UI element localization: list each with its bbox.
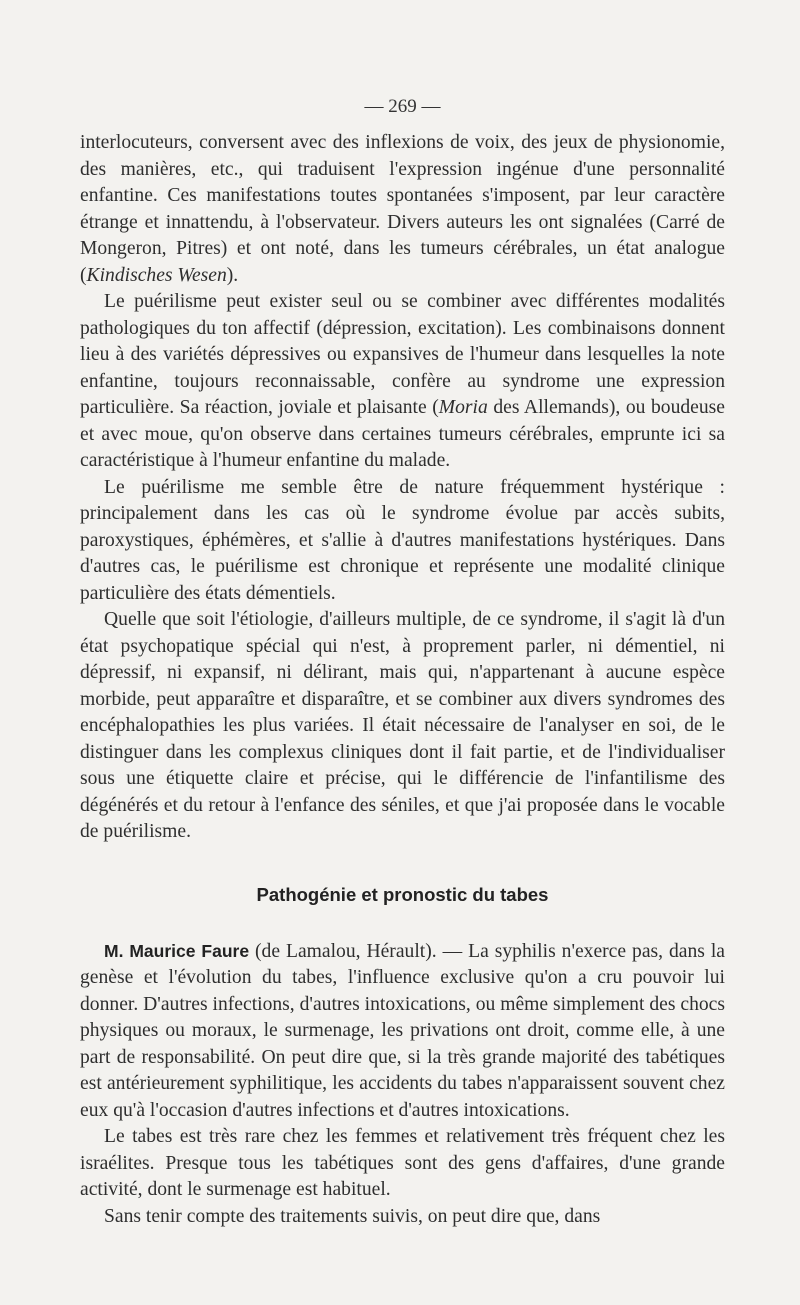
paragraph-5	[80, 938, 725, 1125]
paragraph-1-end: ).	[226, 264, 239, 286]
paragraph-1-italic: Kindisches Wesen	[86, 264, 227, 286]
paragraph-2	[80, 289, 725, 475]
paragraph-7: Sans tenir compte des traitements suivis, on peut dire que, dans	[104, 1205, 601, 1227]
paragraph-6: Le tabes est très rare chez les femmes et relativement très fréquent chez les israélites. Presque tous les tabétiques sont des gens d'affaires, d'une grande activité, dont le surmenage est habituel.	[80, 1126, 725, 1200]
paragraph-3: Le puérilisme me semble être de nature fréquemment hystérique : principalement dans les cas où le syndrome évolue par accès subits, paroxystiques, éphémères, et s'allie à d'autres manifestations hystériques. Dans d'autres cas, le puérilisme est chronique et représente une modalité clinique particulière des états démentiels.	[80, 476, 725, 604]
speaker-name: M. Maurice Faure	[104, 940, 250, 961]
document-page	[80, 96, 725, 1230]
section-title: Pathogénie et pronostic du tabes	[256, 883, 549, 905]
paragraph-2-text-b: des Allemands), ou boudeuse et avec moue, qu'on observe dans certaines tumeurs cérébrales, emprunte ici sa caractéristique à l'humeur enfantine du malade.	[80, 397, 725, 471]
paragraph-1	[80, 130, 725, 289]
paragraph-1-text: interlocuteurs, conversent avec des inflexions de voix, des jeux de physionomie, des manières, etc., qui traduisent l'expression ingénue d'une personnalité enfantine. Ces manifestations toutes spontanées s'imposent, par leur caractère étrange et innattendu, à l'observateur. Divers auteurs les ont signalées (Carré de Mongeron, Pitres) et ont noté, dans les tumeurs cérébrales, un état analogue (	[80, 132, 725, 286]
paragraph-5-text: (de Lamalou, Hérault). — La syphilis n'exerce pas, dans la genèse et l'évolution du tabes, l'influence exclusive qu'on a cru pouvoir lui donner. D'autres infections, d'autres intoxications, ou même simplement des chocs physiques ou moraux, le surmenage, les privations ont droit, comme elle, à une part de responsabilité. On peut dire que, si la très grande majorité des tabétiques est antérieurement syphilitique, les accidents du tabes n'apparaissent souvent chez eux qu'à l'occasion d'autres infections et d'autres intoxications.	[80, 940, 725, 1121]
paragraph-2-text-a: Le puérilisme peut exister seul ou se combiner avec différentes modalités pathologiques du ton affectif (dépression, excitation). Les combinaisons donnent lieu à des variétés dépressives ou expansives de l'humeur dans lesquelles la note enfantine, toujours reconnaissable, confère au syndrome une expression particulière. Sa réaction, joviale et plaisante (	[80, 291, 725, 418]
paragraph-2-italic: Moria	[438, 397, 488, 418]
page-number: — 269 —	[364, 96, 441, 117]
paragraph-4: Quelle que soit l'étiologie, d'ailleurs multiple, de ce syndrome, il s'agit là d'un état psychopatique spécial qui n'est, à proprement parler, ni démentiel, ni dépressif, ni expansif, ni délirant, mais qui, n'appartenant à aucune espèce morbide, peut apparaître et disparaître, et se combiner aux divers syndromes des encéphalopathies les plus variées. Il était nécessaire de l'analyser en soi, de le distinguer dans les complexus cliniques dont il fait partie, et de l'individualiser sous une étiquette claire et précise, qui le différencie de l'infantilisme des dégénérés et du retour à l'enfance des séniles, et que j'ai proposée dans le vocable de puérilisme.	[80, 609, 725, 842]
